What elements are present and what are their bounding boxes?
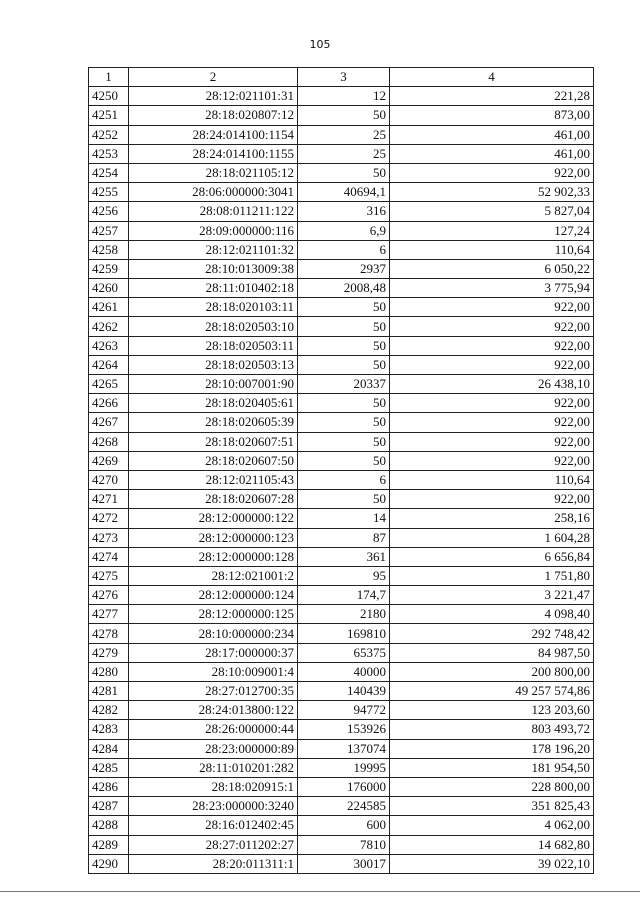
table-row — [89, 221, 594, 240]
cadastral-number-cell: 28:12:000000:124 — [129, 586, 298, 605]
value-cell: 922,00 — [390, 413, 594, 432]
area-cell: 40000 — [298, 662, 390, 681]
value-cell: 922,00 — [390, 298, 594, 317]
row-number-cell: 4274 — [89, 547, 129, 566]
row-number-cell: 4289 — [89, 835, 129, 854]
table-row — [89, 279, 594, 298]
table-row — [89, 605, 594, 624]
cadastral-number-cell: 28:12:000000:125 — [129, 605, 298, 624]
row-number-cell: 4260 — [89, 279, 129, 298]
cadastral-number-cell: 28:17:000000:37 — [129, 643, 298, 662]
cadastral-number-cell: 28:08:011211:122 — [129, 202, 298, 221]
area-cell: 50 — [298, 355, 390, 374]
table-row — [89, 624, 594, 643]
area-cell: 50 — [298, 298, 390, 317]
row-number-cell: 4257 — [89, 221, 129, 240]
table-row — [89, 375, 594, 394]
table-row — [89, 336, 594, 355]
row-number-cell: 4258 — [89, 240, 129, 259]
row-number-cell: 4280 — [89, 662, 129, 681]
area-cell: 19995 — [298, 758, 390, 777]
area-cell: 140439 — [298, 682, 390, 701]
cadastral-number-cell: 28:11:010201:282 — [129, 758, 298, 777]
cadastral-number-cell: 28:12:000000:123 — [129, 528, 298, 547]
row-number-cell: 4251 — [89, 106, 129, 125]
cadastral-number-cell: 28:12:021101:31 — [129, 87, 298, 106]
cadastral-number-cell: 28:18:020807:12 — [129, 106, 298, 125]
value-cell: 1 604,28 — [390, 528, 594, 547]
table-row — [89, 701, 594, 720]
value-cell: 14 682,80 — [390, 835, 594, 854]
table-row — [89, 355, 594, 374]
area-cell: 20337 — [298, 375, 390, 394]
row-number-cell: 4266 — [89, 394, 129, 413]
cadastral-number-cell: 28:06:000000:3041 — [129, 183, 298, 202]
table-row — [89, 662, 594, 681]
area-cell: 14 — [298, 509, 390, 528]
table-row — [89, 816, 594, 835]
value-cell: 922,00 — [390, 451, 594, 470]
row-number-cell: 4261 — [89, 298, 129, 317]
table-row — [89, 394, 594, 413]
value-cell: 4 098,40 — [390, 605, 594, 624]
row-number-cell: 4290 — [89, 854, 129, 873]
value-cell: 3 775,94 — [390, 279, 594, 298]
table-row — [89, 777, 594, 796]
area-cell: 50 — [298, 394, 390, 413]
row-number-cell: 4267 — [89, 413, 129, 432]
row-number-cell: 4283 — [89, 720, 129, 739]
value-cell: 228 800,00 — [390, 777, 594, 796]
table-row — [89, 682, 594, 701]
row-number-cell: 4281 — [89, 682, 129, 701]
cadastral-number-cell: 28:16:012402:45 — [129, 816, 298, 835]
cadastral-number-cell: 28:11:010402:18 — [129, 279, 298, 298]
row-number-cell: 4273 — [89, 528, 129, 547]
area-cell: 95 — [298, 566, 390, 585]
table-row — [89, 758, 594, 777]
cadastral-number-cell: 28:26:000000:44 — [129, 720, 298, 739]
row-number-cell: 4269 — [89, 451, 129, 470]
value-cell: 3 221,47 — [390, 586, 594, 605]
cadastral-number-cell: 28:18:020605:39 — [129, 413, 298, 432]
cadastral-number-cell: 28:10:013009:38 — [129, 259, 298, 278]
row-number-cell: 4287 — [89, 797, 129, 816]
value-cell: 6 656,84 — [390, 547, 594, 566]
row-number-cell: 4255 — [89, 183, 129, 202]
table-row — [89, 259, 594, 278]
area-cell: 25 — [298, 125, 390, 144]
value-cell: 110,64 — [390, 470, 594, 489]
cadastral-number-cell: 28:18:020405:61 — [129, 394, 298, 413]
cadastral-number-cell: 28:18:020607:51 — [129, 432, 298, 451]
row-number-cell: 4256 — [89, 202, 129, 221]
value-cell: 873,00 — [390, 106, 594, 125]
table-row — [89, 854, 594, 873]
cadastral-number-cell: 28:12:021105:43 — [129, 470, 298, 489]
area-cell: 50 — [298, 451, 390, 470]
area-cell: 50 — [298, 106, 390, 125]
row-number-cell: 4285 — [89, 758, 129, 777]
cadastral-number-cell: 28:09:000000:116 — [129, 221, 298, 240]
row-number-cell: 4259 — [89, 259, 129, 278]
row-number-cell: 4250 — [89, 87, 129, 106]
value-cell: 461,00 — [390, 125, 594, 144]
cadastral-number-cell: 28:27:011202:27 — [129, 835, 298, 854]
table-row — [89, 163, 594, 182]
area-cell: 6 — [298, 470, 390, 489]
table-row — [89, 490, 594, 509]
area-cell: 6 — [298, 240, 390, 259]
cadastral-number-cell: 28:18:020607:28 — [129, 490, 298, 509]
row-number-cell: 4284 — [89, 739, 129, 758]
cadastral-number-cell: 28:10:000000:234 — [129, 624, 298, 643]
value-cell: 221,28 — [390, 87, 594, 106]
row-number-cell: 4268 — [89, 432, 129, 451]
value-cell: 258,16 — [390, 509, 594, 528]
row-number-cell: 4276 — [89, 586, 129, 605]
row-number-cell: 4278 — [89, 624, 129, 643]
column-header-2: 2 — [129, 68, 298, 87]
cadastral-number-cell: 28:10:007001:90 — [129, 375, 298, 394]
row-number-cell: 4275 — [89, 566, 129, 585]
cadastral-number-cell: 28:18:020915:1 — [129, 777, 298, 796]
value-cell: 181 954,50 — [390, 758, 594, 777]
cadastral-number-cell: 28:23:000000:3240 — [129, 797, 298, 816]
table-row — [89, 470, 594, 489]
table-row — [89, 106, 594, 125]
row-number-cell: 4279 — [89, 643, 129, 662]
cadastral-number-cell: 28:20:011311:1 — [129, 854, 298, 873]
area-cell: 65375 — [298, 643, 390, 662]
table-row — [89, 125, 594, 144]
table-row — [89, 202, 594, 221]
cadastral-number-cell: 28:18:021105:12 — [129, 163, 298, 182]
area-cell: 316 — [298, 202, 390, 221]
row-number-cell: 4271 — [89, 490, 129, 509]
value-cell: 49 257 574,86 — [390, 682, 594, 701]
column-header-3: 3 — [298, 68, 390, 87]
row-number-cell: 4272 — [89, 509, 129, 528]
cadastral-number-cell: 28:18:020503:10 — [129, 317, 298, 336]
cadastral-number-cell: 28:24:014100:1154 — [129, 125, 298, 144]
table-row — [89, 298, 594, 317]
value-cell: 6 050,22 — [390, 259, 594, 278]
value-cell: 461,00 — [390, 144, 594, 163]
table-row — [89, 720, 594, 739]
value-cell: 922,00 — [390, 163, 594, 182]
cadastral-number-cell: 28:24:014100:1155 — [129, 144, 298, 163]
area-cell: 174,7 — [298, 586, 390, 605]
table-row — [89, 528, 594, 547]
table-row — [89, 432, 594, 451]
row-number-cell: 4252 — [89, 125, 129, 144]
cadastral-number-cell: 28:18:020503:13 — [129, 355, 298, 374]
area-cell: 600 — [298, 816, 390, 835]
area-cell: 50 — [298, 336, 390, 355]
value-cell: 84 987,50 — [390, 643, 594, 662]
table-row — [89, 547, 594, 566]
value-cell: 1 751,80 — [390, 566, 594, 585]
value-cell: 922,00 — [390, 336, 594, 355]
table-row — [89, 451, 594, 470]
value-cell: 123 203,60 — [390, 701, 594, 720]
row-number-cell: 4253 — [89, 144, 129, 163]
table-row — [89, 509, 594, 528]
area-cell: 50 — [298, 163, 390, 182]
area-cell: 361 — [298, 547, 390, 566]
area-cell: 2180 — [298, 605, 390, 624]
value-cell: 803 493,72 — [390, 720, 594, 739]
value-cell: 922,00 — [390, 394, 594, 413]
data-table — [88, 67, 594, 874]
cadastral-number-cell: 28:18:020607:50 — [129, 451, 298, 470]
area-cell: 12 — [298, 87, 390, 106]
row-number-cell: 4282 — [89, 701, 129, 720]
table-row — [89, 317, 594, 336]
value-cell: 922,00 — [390, 490, 594, 509]
area-cell: 224585 — [298, 797, 390, 816]
table-row — [89, 240, 594, 259]
value-cell: 292 748,42 — [390, 624, 594, 643]
value-cell: 351 825,43 — [390, 797, 594, 816]
table-row — [89, 87, 594, 106]
cadastral-number-cell: 28:18:020103:11 — [129, 298, 298, 317]
area-cell: 2937 — [298, 259, 390, 278]
table-row — [89, 566, 594, 585]
cadastral-number-cell: 28:18:020503:11 — [129, 336, 298, 355]
scan-edge-line — [0, 891, 640, 892]
table-row — [89, 643, 594, 662]
table-row — [89, 586, 594, 605]
row-number-cell: 4286 — [89, 777, 129, 796]
table-row — [89, 183, 594, 202]
area-cell: 50 — [298, 432, 390, 451]
row-number-cell: 4265 — [89, 375, 129, 394]
value-cell: 26 438,10 — [390, 375, 594, 394]
row-number-cell: 4264 — [89, 355, 129, 374]
row-number-cell: 4288 — [89, 816, 129, 835]
table-header-row — [89, 68, 594, 87]
row-number-cell: 4270 — [89, 470, 129, 489]
cadastral-number-cell: 28:12:021001:2 — [129, 566, 298, 585]
value-cell: 5 827,04 — [390, 202, 594, 221]
row-number-cell: 4263 — [89, 336, 129, 355]
area-cell: 153926 — [298, 720, 390, 739]
area-cell: 7810 — [298, 835, 390, 854]
value-cell: 110,64 — [390, 240, 594, 259]
row-number-cell: 4254 — [89, 163, 129, 182]
row-number-cell: 4277 — [89, 605, 129, 624]
cadastral-number-cell: 28:12:000000:122 — [129, 509, 298, 528]
table-row — [89, 797, 594, 816]
table-row — [89, 835, 594, 854]
value-cell: 39 022,10 — [390, 854, 594, 873]
area-cell: 25 — [298, 144, 390, 163]
area-cell: 50 — [298, 317, 390, 336]
cadastral-number-cell: 28:12:021101:32 — [129, 240, 298, 259]
area-cell: 30017 — [298, 854, 390, 873]
area-cell: 169810 — [298, 624, 390, 643]
column-header-4: 4 — [390, 68, 594, 87]
column-header-1: 1 — [89, 68, 129, 87]
value-cell: 922,00 — [390, 432, 594, 451]
table-row — [89, 413, 594, 432]
area-cell: 50 — [298, 413, 390, 432]
area-cell: 6,9 — [298, 221, 390, 240]
area-cell: 87 — [298, 528, 390, 547]
table-row — [89, 739, 594, 758]
area-cell: 50 — [298, 490, 390, 509]
value-cell: 4 062,00 — [390, 816, 594, 835]
cadastral-number-cell: 28:24:013800:122 — [129, 701, 298, 720]
cadastral-number-cell: 28:27:012700:35 — [129, 682, 298, 701]
table-row — [89, 144, 594, 163]
value-cell: 922,00 — [390, 317, 594, 336]
area-cell: 2008,48 — [298, 279, 390, 298]
value-cell: 52 902,33 — [390, 183, 594, 202]
area-cell: 137074 — [298, 739, 390, 758]
row-number-cell: 4262 — [89, 317, 129, 336]
value-cell: 127,24 — [390, 221, 594, 240]
value-cell: 922,00 — [390, 355, 594, 374]
cadastral-number-cell: 28:10:009001:4 — [129, 662, 298, 681]
area-cell: 40694,1 — [298, 183, 390, 202]
area-cell: 176000 — [298, 777, 390, 796]
cadastral-number-cell: 28:12:000000:128 — [129, 547, 298, 566]
cadastral-number-cell: 28:23:000000:89 — [129, 739, 298, 758]
value-cell: 178 196,20 — [390, 739, 594, 758]
area-cell: 94772 — [298, 701, 390, 720]
table-body — [89, 87, 594, 874]
value-cell: 200 800,00 — [390, 662, 594, 681]
page-number: 105 — [309, 38, 331, 51]
